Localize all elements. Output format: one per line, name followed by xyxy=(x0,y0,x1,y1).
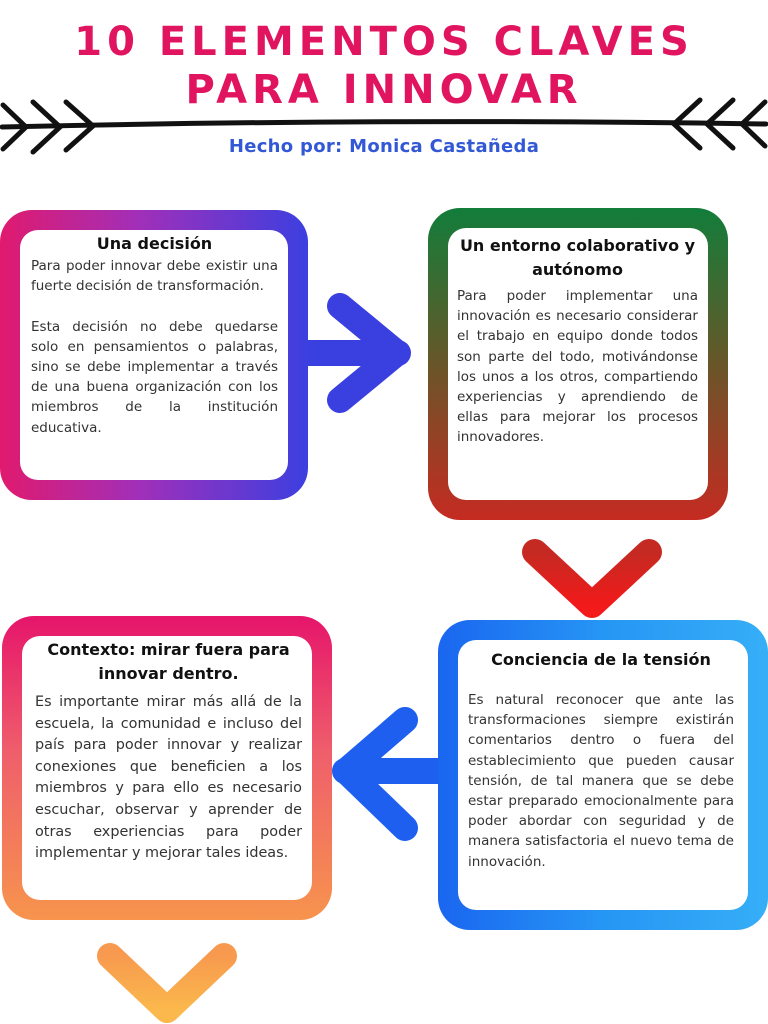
card-content xyxy=(22,636,312,900)
arrow-down-bottom-icon xyxy=(110,918,224,1010)
element-card-decision xyxy=(0,210,308,500)
page-title-line-1: 10 ELEMENTOS CLAVES xyxy=(74,19,694,65)
card-content xyxy=(458,640,748,910)
arrow-left-icon xyxy=(345,720,442,828)
card-body: Es importante mirar más allá de la escuela, la comunidad e incluso del país para poder innovar y realizar conexiones que beneficien a los miembros y para ello es necesario escuchar, observar y aprender de otras experiencias para poder implementar y mejorar tales ideas. xyxy=(35,694,302,862)
card-title: Un entorno colaborativo y autónomo xyxy=(459,236,696,279)
card-title: Conciencia de la tensión xyxy=(491,650,711,669)
element-card-context xyxy=(2,616,332,920)
arrow-right-icon xyxy=(300,306,398,400)
card-title: Contexto: mirar fuera para innovar dentro. xyxy=(47,640,290,683)
author-credit: Hecho por: Monica Castañeda xyxy=(228,136,540,157)
card-content xyxy=(20,230,288,480)
card-body: Para poder innovar debe existir una fuerte decisión de transformación. Esta decisión no debe quedarse solo en pensamientos o palabras, sino se debe implementar a través de una buena organización con los miembros de la institución educativa. xyxy=(31,258,278,436)
card-title: Una decisión xyxy=(96,234,213,253)
card-body: Es natural reconocer que ante las transformaciones siempre existirán comentarios dentro o fuera del establecimiento que pueden causar tensión, de tal manera que se debe estar preparado emocionalmente para poder abordar con seguridad y de manera satisfactoria el nuevo tema de innovación. xyxy=(468,692,734,870)
card-body: Para poder implementar una innovación es necesario considerar el trabajo en equipo donde todos son parte del todo, motivándonse los unos a los otros, compartiendo experiencias y aprendiendo de ellas para mejorar los procesos innovadores. xyxy=(457,288,698,446)
element-card-collaborative-environment xyxy=(428,208,728,520)
page-title-line-2: PARA INNOVAR xyxy=(185,67,583,113)
card-content xyxy=(448,228,708,500)
arrow-down-icon xyxy=(535,512,649,605)
element-card-tension-awareness xyxy=(438,620,768,930)
